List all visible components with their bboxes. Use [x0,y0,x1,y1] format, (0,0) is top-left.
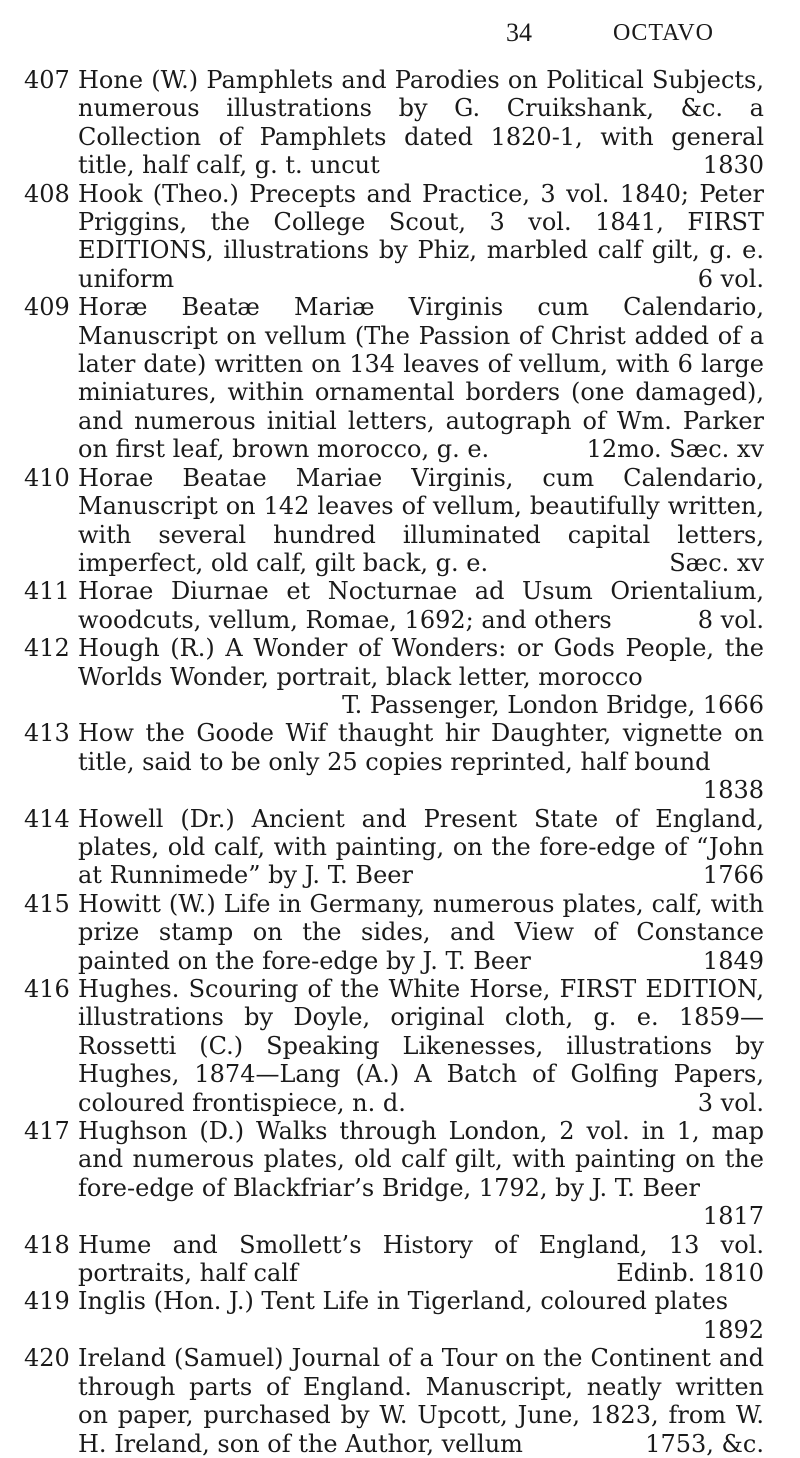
lot-number: 418 [24,1230,70,1259]
entry-text: Horae Diurnae et Nocturnae ad Usum Orientalium, woodcuts, vellum, Romae, 1692; and others [78,577,764,634]
entry-text: Ireland (Samuel) Journal of a Tour on the Continent and through parts of England. Manuscript, neatly written on paper, purchased by W. Upcott, June, 1823, from W. H. Ireland, son of the Author, vellum [78,1344,764,1458]
entry-date: 1892 [702,1315,764,1344]
entry-description [78,634,764,719]
entry-text: Howell (Dr.) Ancient and Present State of England, plates, old calf, with painting, on the fore-edge of “John at Runnimede” by J. T. Beer [78,804,764,890]
entry-date: 8 vol. [697,605,764,634]
catalogue-entry [0,634,800,719]
entry-date: 1817 [702,1202,764,1231]
entry-text: Hone (W.) Pamphlets and Parodies on Political Subjects, numerous illustrations by G. Cruikshank, &c. a Collection of Pamphlets dated 1820-1, with general title, half calf, g. t. uncut [78,66,764,180]
section-title: OCTAVO [613,20,714,46]
entry-description [78,293,764,463]
catalogue-entry [0,577,800,634]
entry-description [78,1287,764,1344]
lot-number: 413 [24,719,70,748]
entry-date: 1849 [702,946,764,975]
page-number: 34 [506,18,532,47]
entry-description [78,719,764,804]
entry-text: How the Goode Wif thaught hir Daughter, vignette on title, said to be only 25 copies reprinted, half bound [78,719,764,776]
catalogue-entry [0,1287,800,1344]
catalogue-entry [0,180,800,294]
entry-date: 12mo. Sæc. xv [586,435,764,464]
catalogue-entry [0,975,800,1117]
entry-description [78,1117,764,1231]
lot-number: 420 [24,1344,70,1373]
entry-date: 1838 [702,776,764,805]
entry-text: Horae Beatae Mariae Virginis, cum Calendario, Manuscript on 142 leaves of vellum, beautifully written, with several hundred illuminated capital letters, imperfect, old calf, gilt back, g. e. [78,463,764,577]
entry-description [78,975,764,1117]
catalogue-entry [0,464,800,578]
entry-date: 3 vol. [697,1088,764,1117]
entry-date: Sæc. xv [669,548,764,577]
catalogue-entry [0,1344,800,1458]
entry-description [78,180,764,294]
lot-number: 407 [24,66,70,94]
entry-text: Hough (R.) A Wonder of Wonders: or Gods People, the Worlds Wonder, portrait, black letter, morocco [78,634,764,691]
entry-description [78,577,764,634]
lot-number: 409 [24,293,70,322]
entry-text: Horæ Beatæ Mariæ Virginis cum Calendario, Manuscript on vellum (The Passion of Christ added of a later date) written on 134 leaves of vellum, with 6 large miniatures, within ornamental borders (one damaged), and numerous initial letters, autograph of Wm. Parker on first leaf, brown morocco, g. e. [78,293,764,464]
entry-description [78,464,764,578]
entry-text: Hughson (D.) Walks through London, 2 vol. in 1, map and numerous plates, old calf gilt, with painting on the fore-edge of Blackfriar’s Bridge, 1792, by J. T. Beer [78,1117,764,1202]
catalogue-entry [0,890,800,975]
entry-description [78,1231,764,1288]
entry-description [78,805,764,890]
entry-text: Inglis (Hon. J.) Tent Life in Tigerland, coloured plates [78,1287,729,1316]
catalogue-entry [0,293,800,463]
catalogue-entry [0,66,800,180]
lot-number: 408 [24,179,70,208]
lot-number: 415 [24,889,70,918]
catalogue-entry [0,719,800,804]
entry-description [78,890,764,975]
entry-text: Hughes. Scouring of the White Horse, FIRST EDITION, illustrations by Doyle, original cloth, g. e. 1859—Rossetti (C.) Speaking Likenesses, illustrations by Hughes, 1874—Lang (A.) A Batch of Golfing Papers, coloured frontispiece, n. d. [78,975,764,1117]
entry-date: 1830 [702,151,764,180]
entry-date: 1753, &c. [645,1429,764,1458]
entry-date: T. Passenger, London Bridge, 1666 [342,690,764,719]
entry-text: Howitt (W.) Life in Germany, numerous plates, calf, with prize stamp on the sides, and View of Constance painted on the fore-edge by J. T. Beer [78,889,764,975]
catalogue-entry [0,1231,800,1288]
lot-number: 410 [24,463,70,492]
catalogue-entry [0,805,800,890]
lot-number: 416 [24,975,70,1003]
entry-description [78,66,764,180]
entry-date: Edinb. 1810 [616,1259,764,1288]
catalogue-entries [0,66,800,1458]
lot-number: 417 [24,1117,70,1146]
entry-description [78,1344,764,1458]
page-header [0,18,800,52]
entry-text: Hume and Smollett’s History of England, 13 vol. portraits, half calf [78,1230,764,1288]
entry-date: 1766 [702,861,764,890]
lot-number: 412 [24,634,70,663]
lot-number: 414 [24,804,70,833]
catalogue-entry [0,1117,800,1231]
entry-text: Hook (Theo.) Precepts and Practice, 3 vol. 1840; Peter Priggins, the College Scout, 3 vol. 1841, FIRST EDITIONS, illustrations by Phiz, marbled calf gilt, g. e. uniform [78,179,764,293]
entry-date: 6 vol. [697,264,764,293]
lot-number: 411 [24,577,70,606]
lot-number: 419 [24,1287,70,1316]
